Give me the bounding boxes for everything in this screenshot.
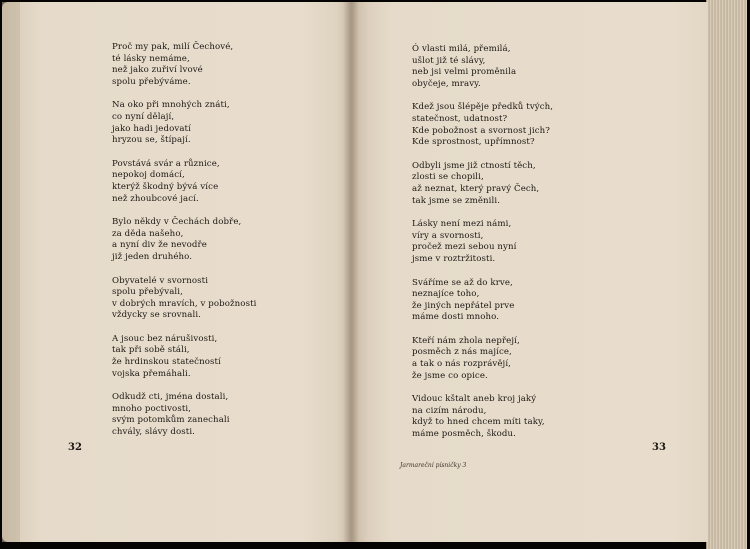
poem-line: když to hned chcem míti taky, [412,417,545,428]
poem-line: spolu přebývali, [112,287,183,298]
stanza [112,100,332,146]
left-page-number: 32 [68,442,82,453]
poem-line: a nyní div že nevodře [112,240,207,251]
right-page-number: 33 [652,442,666,453]
poem-line: a tak o nás rozprávějí, [412,359,512,370]
poem-line: neb jsi velmi proměnila [412,67,517,78]
poem-line: že jiných nepřátel prve [412,300,515,311]
poem-line: až neznat, který pravý Čech, [412,183,540,194]
left-poem [112,42,332,451]
poem-line: Lásky není mezi námi, [412,219,512,230]
poem-line: chvály, slávy dosti. [112,427,195,438]
stanza [412,219,652,265]
poem-line: Sváříme se až do krve, [412,277,513,288]
poem-line: spolu přebýváme. [112,76,191,87]
poem-line: obyčeje, mravy. [412,78,481,89]
stanza [112,276,332,322]
poem-line: Kteří nám zhola nepřejí, [412,335,520,346]
poem-line: posměch z nás majíce, [412,347,512,358]
poem-line: máme posměch, škodu. [412,429,516,440]
stanza [112,159,332,205]
poem-line: mnoho poctivosti, [112,403,192,414]
stanza [412,394,652,440]
stanza [412,278,652,324]
poem-line: vždycky se srovnali. [112,310,202,321]
poem-line: Odkudž cti, jména dostali, [112,392,229,403]
stanza [412,336,652,382]
poem-line: tak při sobě stáli, [112,345,190,356]
stanza [112,334,332,380]
poem-line: za děda našeho, [112,228,184,239]
poem-line: statečnost, udatnost? [412,113,508,124]
poem-line: tak jsme se změnili. [412,195,501,206]
book-gutter [343,2,359,542]
poem-line: pročež mezi sebou nyní [412,242,517,253]
poem-line: vojska přemáhali. [112,368,191,379]
poem-line: ušlot již té slávy, [412,55,486,66]
poem-line: Obyvatelé v svornosti [112,275,209,286]
stanza [412,161,652,207]
poem-line: Ó vlasti milá, přemilá, [412,44,511,54]
poem-line: že jsme co opice. [412,370,488,381]
poem-line: zlosti se chopili, [412,172,484,183]
poem-line: jako hadi jedovatí [112,123,191,134]
stanza [412,102,652,148]
poem-line: Vidouc kštalt aneb kroj jaký [412,394,537,405]
poem-line: té lásky nemáme, [112,53,190,64]
poem-line: Kde sprostnost, upřímnost? [412,137,535,148]
poem-line: Bylo někdy v Čechách dobře, [112,217,242,228]
poem-line: A jsouc bez nárušivosti, [112,333,218,344]
poem-line: Odbyli jsme již ctností těch, [412,160,536,171]
poem-line: nepokoj domácí, [112,170,185,181]
poem-line: již jeden druhého. [112,251,193,262]
left-page-edge [2,2,20,542]
poem-line: víry a svornosti, [412,230,484,241]
poem-line: kterýž škodný bývá více [112,181,219,192]
poem-line: na cizím národu, [412,405,487,416]
stanza [112,217,332,263]
poem-line: Proč my pak, milí Čechové, [112,42,234,52]
poem-line: že hrdinskou statečností [112,357,221,368]
poem-line: neznajíce toho, [412,289,480,300]
book-fore-edge [706,0,747,549]
stanza [112,392,332,438]
poem-line: hryzou se, štípají. [112,135,191,146]
poem-line: než zhoubcové jací. [112,193,199,204]
poem-line: co nyní dělají, [112,111,175,122]
stanza [112,42,332,88]
poem-line: svým potomkům zanechali [112,415,230,426]
poem-line: jsme v roztržitosti. [412,253,496,264]
stanza [412,44,652,90]
right-poem [412,44,652,453]
poem-line: Kde pobožnost a svornost jich? [412,125,550,136]
poem-line: Na oko při mnohých znáti, [112,100,230,111]
poem-line: máme dosti mnoho. [412,312,500,323]
poem-line: Povstává svár a různice, [112,158,220,169]
poem-line: než jako zuřiví lvové [112,65,203,76]
poem-line: v dobrých mravích, v pobožnosti [112,298,257,309]
poem-line: Kdež jsou šlépěje předků tvých, [412,102,554,113]
signature-footnote: Jarmareční písničky 3 [400,462,467,469]
